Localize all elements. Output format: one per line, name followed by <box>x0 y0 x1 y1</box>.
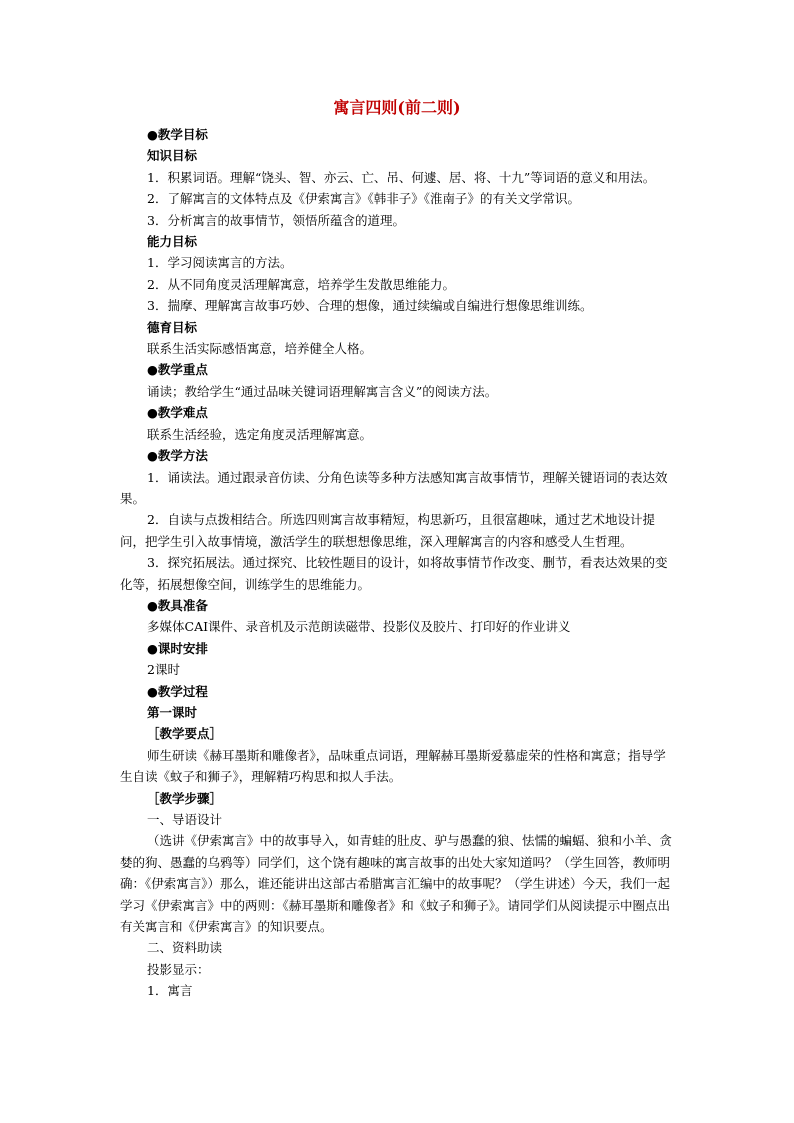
section-heading: ● 教学难点 <box>120 402 676 423</box>
sub-heading: 知识目标 <box>147 148 198 164</box>
section-heading: ● 教学重点 <box>120 359 676 380</box>
sub-heading: 德育目标 <box>147 319 198 335</box>
paragraph: 联系生活实际感悟寓意，培养健全人格。 <box>147 341 373 357</box>
sub-heading: 第一课时 <box>147 704 198 720</box>
paragraph: 3．探究拓展法。通过探究、比较性题目的设计，如将故事情节作改变、删节，看表达效果的变化等，拓展想像空间，训练学生的思维能力。 <box>120 555 668 592</box>
sub-heading: ［教学要点］ <box>147 726 223 742</box>
section-heading: ● 教学方法 <box>120 445 676 466</box>
paragraph: 多媒体CAI课件、录音机及示范朗读磁带、投影仪及胶片、打印好的作业讲义 <box>147 619 571 635</box>
sub-heading: 能力目标 <box>147 234 198 250</box>
paragraph: （选讲《伊索寓言》中的故事导入，如青蛙的肚皮、驴与愚蠢的狼、怯懦的蝙蝠、狼和小羊、贪婪的狗、愚蠢的乌鸦等）同学们，这个饶有趣味的寓言故事的出处大家知道吗？（学生回答，教师明确：《伊索寓言》）那么，谁还能讲出这部古希腊寓言汇编中的故事呢？（学生讲述）今天，我们一起学习《伊索寓言》中的两则：《赫耳墨斯和雕像者》和《蚊子和狮子》。请同学们从阅读提示中圈点出有关寓言和《伊索寓言》的知识要点。 <box>120 833 673 935</box>
paragraph: 3．揣摩、理解寓言故事巧妙、合理的想像，通过续编或自编进行想像思维训练。 <box>147 298 593 314</box>
section-heading: ● 教具准备 <box>120 595 676 616</box>
paragraph: 诵读；教给学生“通过品味关键词语理解寓言含义”的阅读方法。 <box>147 383 498 399</box>
section-heading: ● 课时安排 <box>120 638 676 659</box>
paragraph: 2课时 <box>147 662 180 678</box>
paragraph: 2．自读与点拨相结合。所选四则寓言故事精短，构思新巧，且很富趣味，通过艺术地设计提问，把学生引入故事情境，激活学生的联想想像思维，深入理解寓言的内容和感受人生哲理。 <box>120 512 655 549</box>
paragraph: 师生研读《赫耳墨斯和雕像者》，品味重点词语，理解赫耳墨斯爱慕虚荣的性格和寓意；指导学生自读《蚊子和狮子》，理解精巧构思和拟人手法。 <box>120 747 666 785</box>
paragraph: 1．寓言 <box>147 983 193 999</box>
paragraph: 投影显示： <box>147 961 210 977</box>
paragraph: 二、资料助读 <box>147 940 223 956</box>
paragraph: 一、导语设计 <box>147 812 223 827</box>
paragraph: 联系生活经验，选定角度灵活理解寓意。 <box>147 426 373 442</box>
paragraph: 1．积累词语。理解“饶头、智、亦云、亡、吊、何遽、居、将、十九”等词语的意义和用法。 <box>147 169 656 185</box>
sub-heading: ［教学步骤］ <box>147 790 223 806</box>
paragraph: 2．从不同角度灵活理解寓意，培养学生发散思维能力。 <box>147 276 455 292</box>
paragraph: 2．了解寓言的文体特点及《伊索寓言》《韩非子》《淮南子》的有关文学常识。 <box>147 191 580 207</box>
paragraph: 1．诵读法。通过跟录音仿读、分角色读等多种方法感知寓言故事情节，理解关键语词的表达效果。 <box>120 469 668 506</box>
document-title: 寓言四则(前二则) <box>333 98 461 117</box>
paragraph: 3．分析寓言的故事情节，领悟所蕴含的道理。 <box>147 212 405 228</box>
document-body <box>120 124 676 1002</box>
section-heading: ● 教学过程 <box>120 681 676 702</box>
paragraph: 1．学习阅读寓言的方法。 <box>147 255 293 271</box>
section-heading: ● 教学目标 <box>120 124 676 145</box>
